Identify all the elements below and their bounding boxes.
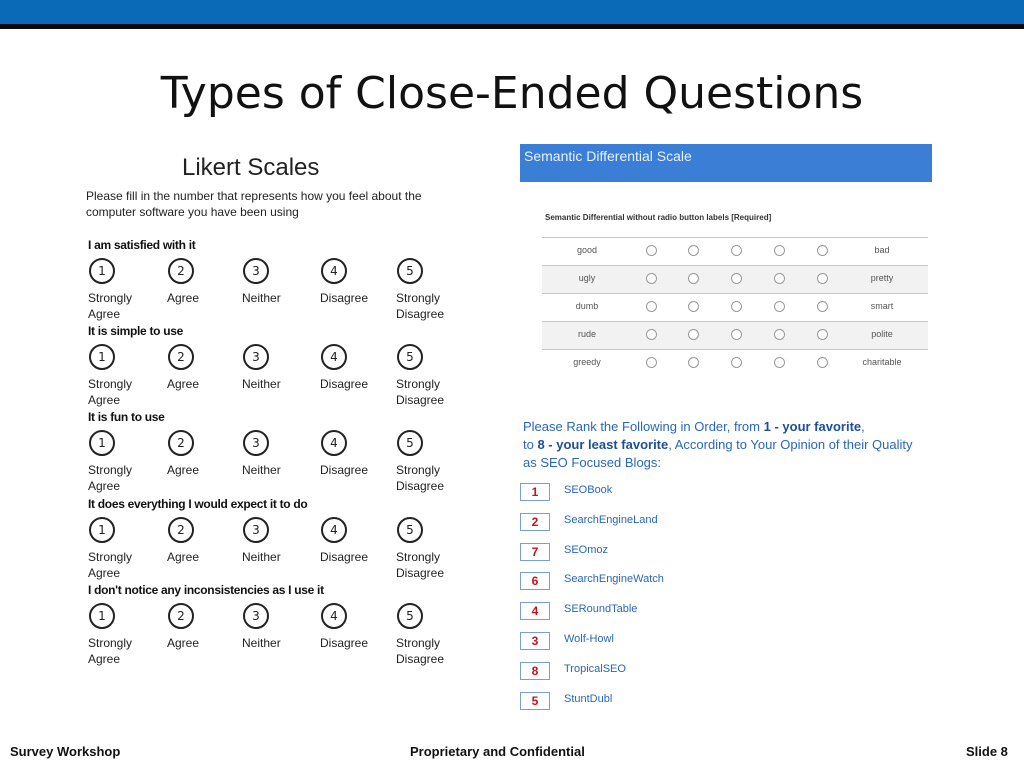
ranking-input[interactable]: 1: [520, 483, 550, 501]
footer-center: Proprietary and Confidential: [410, 744, 585, 759]
ranking-input[interactable]: 7: [520, 543, 550, 561]
semantic-radio-button[interactable]: [646, 301, 657, 312]
likert-option[interactable]: [396, 517, 466, 581]
likert-option-label-line-1: Strongly: [396, 636, 441, 650]
likert-option-label-line-2: Disagree: [396, 566, 445, 580]
semantic-radio-button[interactable]: [817, 301, 828, 312]
semantic-radio-button[interactable]: [688, 301, 699, 312]
top-divider-line: [0, 24, 1024, 29]
likert-option-number: 4: [321, 603, 347, 629]
likert-question-text: I don't notice any inconsistencies as I use it: [88, 583, 324, 597]
likert-option-label: [167, 549, 237, 565]
likert-option[interactable]: [88, 344, 158, 408]
likert-option-label-line-2: Agree: [88, 652, 121, 666]
likert-option-label-line-2: Disagree: [396, 393, 445, 407]
likert-option-number: 1: [89, 517, 115, 543]
likert-option-label: [396, 462, 466, 494]
semantic-subtitle: Semantic Differential without radio button labels [Required]: [545, 213, 772, 222]
likert-option-label: [242, 635, 312, 651]
semantic-radio-button[interactable]: [774, 273, 785, 284]
ranking-input[interactable]: 8: [520, 662, 550, 680]
semantic-table: [542, 237, 928, 377]
likert-option-label-line-1: Neither: [242, 377, 281, 391]
likert-option-label-line-1: Disagree: [320, 291, 369, 305]
likert-option-label: [396, 376, 466, 408]
likert-option-number: 4: [321, 517, 347, 543]
likert-option-label-line-2: Agree: [88, 479, 121, 493]
semantic-radio-button[interactable]: [646, 245, 657, 256]
semantic-left-anchor: greedy: [573, 357, 601, 367]
likert-option-label-line-1: Strongly: [88, 550, 133, 564]
ranking-input[interactable]: 2: [520, 513, 550, 531]
likert-option-label: [320, 290, 390, 306]
likert-option[interactable]: [242, 258, 312, 306]
ranking-instruction-part-1: Please Rank the Following in Order, from: [523, 419, 764, 434]
ranking-instruction: [523, 418, 923, 472]
likert-option-number: 5: [397, 258, 423, 284]
likert-option-label-line-1: Neither: [242, 550, 281, 564]
likert-option[interactable]: [88, 603, 158, 667]
likert-option-label-line-1: Neither: [242, 291, 281, 305]
likert-option[interactable]: [396, 603, 466, 667]
likert-option-label-line-1: Disagree: [320, 550, 369, 564]
semantic-radio-button[interactable]: [646, 273, 657, 284]
likert-option-number: 1: [89, 258, 115, 284]
likert-option-label: [167, 290, 237, 306]
likert-option-label-line-1: Strongly: [88, 291, 133, 305]
ranking-item-name: StuntDubl: [564, 692, 613, 705]
likert-option[interactable]: [320, 344, 390, 392]
likert-option-label-line-1: Agree: [167, 550, 200, 564]
semantic-row: [542, 321, 928, 349]
likert-option[interactable]: [167, 430, 237, 478]
semantic-row: [542, 349, 928, 377]
likert-question-text: It is fun to use: [88, 410, 165, 424]
likert-question-text: It is simple to use: [88, 324, 183, 338]
ranking-input[interactable]: 5: [520, 692, 550, 710]
likert-option-label-line-1: Neither: [242, 463, 281, 477]
likert-option-number: 4: [321, 258, 347, 284]
likert-option-number: 1: [89, 430, 115, 456]
semantic-radio-button[interactable]: [688, 245, 699, 256]
likert-option[interactable]: [320, 258, 390, 306]
likert-option-number: 1: [89, 603, 115, 629]
semantic-row: [542, 265, 928, 293]
likert-option-number: 5: [397, 430, 423, 456]
semantic-radio-button[interactable]: [688, 357, 699, 368]
likert-option-number: 5: [397, 344, 423, 370]
likert-option-label-line-2: Agree: [88, 393, 121, 407]
semantic-header: Semantic Differential Scale: [520, 144, 932, 182]
likert-option-label: [396, 290, 466, 322]
likert-option-label: [88, 635, 158, 667]
likert-option-label: [242, 462, 312, 478]
semantic-row: [542, 293, 928, 321]
ranking-instruction-bold-2: 8 - your least favorite: [537, 437, 669, 452]
semantic-radio-button[interactable]: [646, 357, 657, 368]
likert-option-label-line-1: Disagree: [320, 463, 369, 477]
semantic-left-anchor: rude: [577, 329, 596, 339]
semantic-radio-button[interactable]: [731, 329, 742, 340]
likert-option-label-line-1: Strongly: [88, 636, 133, 650]
likert-option[interactable]: [320, 430, 390, 478]
footer-left: Survey Workshop: [10, 744, 121, 759]
likert-option-label-line-1: Neither: [242, 636, 281, 650]
likert-option[interactable]: [88, 430, 158, 494]
likert-option-number: 2: [168, 517, 194, 543]
semantic-radio-button[interactable]: [774, 357, 785, 368]
likert-panel: [80, 150, 460, 680]
semantic-radio-button[interactable]: [817, 357, 828, 368]
ranking-instruction-part-4: , According to Your Opinion of their Quality as SEO Focused Blogs:: [523, 437, 913, 470]
ranking-item-name: SERoundTable: [564, 603, 638, 616]
likert-option[interactable]: [167, 258, 237, 306]
semantic-radio-button[interactable]: [646, 329, 657, 340]
likert-option-label-line-2: Disagree: [396, 652, 445, 666]
likert-option-label: [320, 376, 390, 392]
likert-option[interactable]: [167, 344, 237, 392]
likert-option-number: 2: [168, 258, 194, 284]
likert-option-label: [167, 635, 237, 651]
likert-option-label-line-1: Agree: [167, 636, 200, 650]
likert-option-label-line-1: Strongly: [396, 377, 441, 391]
ranking-instruction-part-3: to: [523, 437, 538, 452]
likert-option-label-line-1: Strongly: [396, 550, 441, 564]
likert-option-label-line-1: Disagree: [320, 636, 369, 650]
likert-option-label-line-2: Disagree: [396, 307, 445, 321]
likert-option-number: 2: [168, 344, 194, 370]
likert-option-number: 4: [321, 344, 347, 370]
likert-option-number: 1: [89, 344, 115, 370]
likert-option-label: [396, 635, 466, 667]
semantic-radio-button[interactable]: [688, 329, 699, 340]
likert-option[interactable]: [242, 517, 312, 565]
likert-option[interactable]: [242, 603, 312, 651]
slide-title: Types of Close-Ended Questions: [160, 68, 864, 119]
top-accent-bar: [0, 0, 1024, 24]
likert-option-number: 3: [243, 430, 269, 456]
likert-option[interactable]: [167, 517, 237, 565]
likert-option-label: [320, 462, 390, 478]
likert-question-text: I am satisfied with it: [88, 238, 196, 252]
semantic-radio-button[interactable]: [817, 273, 828, 284]
ranking-input[interactable]: 6: [520, 572, 550, 590]
semantic-row: [542, 237, 928, 265]
ranking-item-name: Wolf-Howl: [564, 633, 614, 645]
likert-option-label-line-1: Agree: [167, 291, 200, 305]
ranking-item-name: TropicalSEO: [564, 662, 626, 675]
likert-option[interactable]: [396, 258, 466, 322]
likert-question-text: It does everything I would expect it to do: [88, 497, 308, 511]
likert-option[interactable]: [396, 430, 466, 494]
likert-option-label: [167, 376, 237, 392]
ranking-item-name: SEOmoz: [564, 543, 609, 556]
likert-option-number: 5: [397, 517, 423, 543]
likert-option-number: 3: [243, 344, 269, 370]
likert-option-label: [396, 549, 466, 581]
semantic-radio-button[interactable]: [817, 329, 828, 340]
semantic-radio-button[interactable]: [731, 301, 742, 312]
semantic-radio-button[interactable]: [817, 245, 828, 256]
likert-option-label-line-1: Strongly: [88, 377, 133, 391]
likert-option-number: 3: [243, 517, 269, 543]
likert-option[interactable]: [396, 344, 466, 408]
semantic-radio-button[interactable]: [774, 329, 785, 340]
ranking-input[interactable]: 4: [520, 602, 550, 620]
likert-option-label: [88, 376, 158, 408]
likert-option-number: 5: [397, 603, 423, 629]
semantic-left-anchor: ugly: [578, 273, 596, 283]
semantic-radio-button[interactable]: [731, 357, 742, 368]
likert-option[interactable]: [242, 344, 312, 392]
ranking-item-name: SearchEngineWatch: [564, 573, 664, 586]
likert-option-label-line-1: Strongly: [396, 463, 441, 477]
likert-option-label-line-1: Strongly: [396, 291, 441, 305]
likert-option-label: [88, 549, 158, 581]
semantic-right-anchor: polite: [871, 329, 893, 339]
likert-title: Likert Scales: [182, 154, 320, 181]
likert-option[interactable]: [320, 603, 390, 651]
likert-option-label: [320, 549, 390, 565]
semantic-radio-button[interactable]: [688, 273, 699, 284]
likert-option-number: 3: [243, 603, 269, 629]
likert-option-number: 4: [321, 430, 347, 456]
likert-option-label-line-1: Strongly: [88, 463, 133, 477]
semantic-left-anchor: dumb: [575, 301, 599, 311]
semantic-right-anchor: smart: [870, 301, 894, 311]
likert-option-label: [167, 462, 237, 478]
likert-option-label: [242, 290, 312, 306]
ranking-instruction-bold-1: 1 - your favorite: [763, 419, 862, 434]
likert-option-label-line-1: Agree: [167, 463, 200, 477]
likert-instruction: Please fill in the number that represents how you feel about the computer software you have been using: [86, 189, 422, 219]
likert-option[interactable]: [88, 517, 158, 581]
semantic-radio-button[interactable]: [731, 273, 742, 284]
footer-right: Slide 8: [966, 744, 1008, 759]
ranking-instruction-part-2: ,: [861, 419, 865, 434]
semantic-right-anchor: bad: [874, 245, 890, 255]
semantic-radio-button[interactable]: [774, 301, 785, 312]
likert-option-number: 3: [243, 258, 269, 284]
semantic-radio-button[interactable]: [731, 245, 742, 256]
likert-option-label: [88, 290, 158, 322]
likert-option[interactable]: [242, 430, 312, 478]
likert-option-number: 2: [168, 603, 194, 629]
likert-option-label: [242, 549, 312, 565]
ranking-item-name: SearchEngineLand: [564, 513, 658, 526]
likert-option[interactable]: [88, 258, 158, 322]
likert-option-label-line-1: Disagree: [320, 377, 369, 391]
likert-option-label: [88, 462, 158, 494]
ranking-input[interactable]: 3: [520, 632, 550, 650]
likert-option-label: [320, 635, 390, 651]
likert-option[interactable]: [167, 603, 237, 651]
likert-option-number: 2: [168, 430, 194, 456]
semantic-left-anchor: good: [576, 245, 598, 255]
likert-option-label-line-2: Agree: [88, 566, 121, 580]
ranking-item-name: SEOBook: [564, 484, 613, 496]
semantic-radio-button[interactable]: [774, 245, 785, 256]
semantic-right-anchor: pretty: [870, 273, 894, 283]
likert-option[interactable]: [320, 517, 390, 565]
likert-option-label: [242, 376, 312, 392]
likert-option-label-line-2: Disagree: [396, 479, 445, 493]
semantic-right-anchor: charitable: [862, 357, 902, 367]
likert-option-label-line-1: Agree: [167, 377, 200, 391]
likert-option-label-line-2: Agree: [88, 307, 121, 321]
